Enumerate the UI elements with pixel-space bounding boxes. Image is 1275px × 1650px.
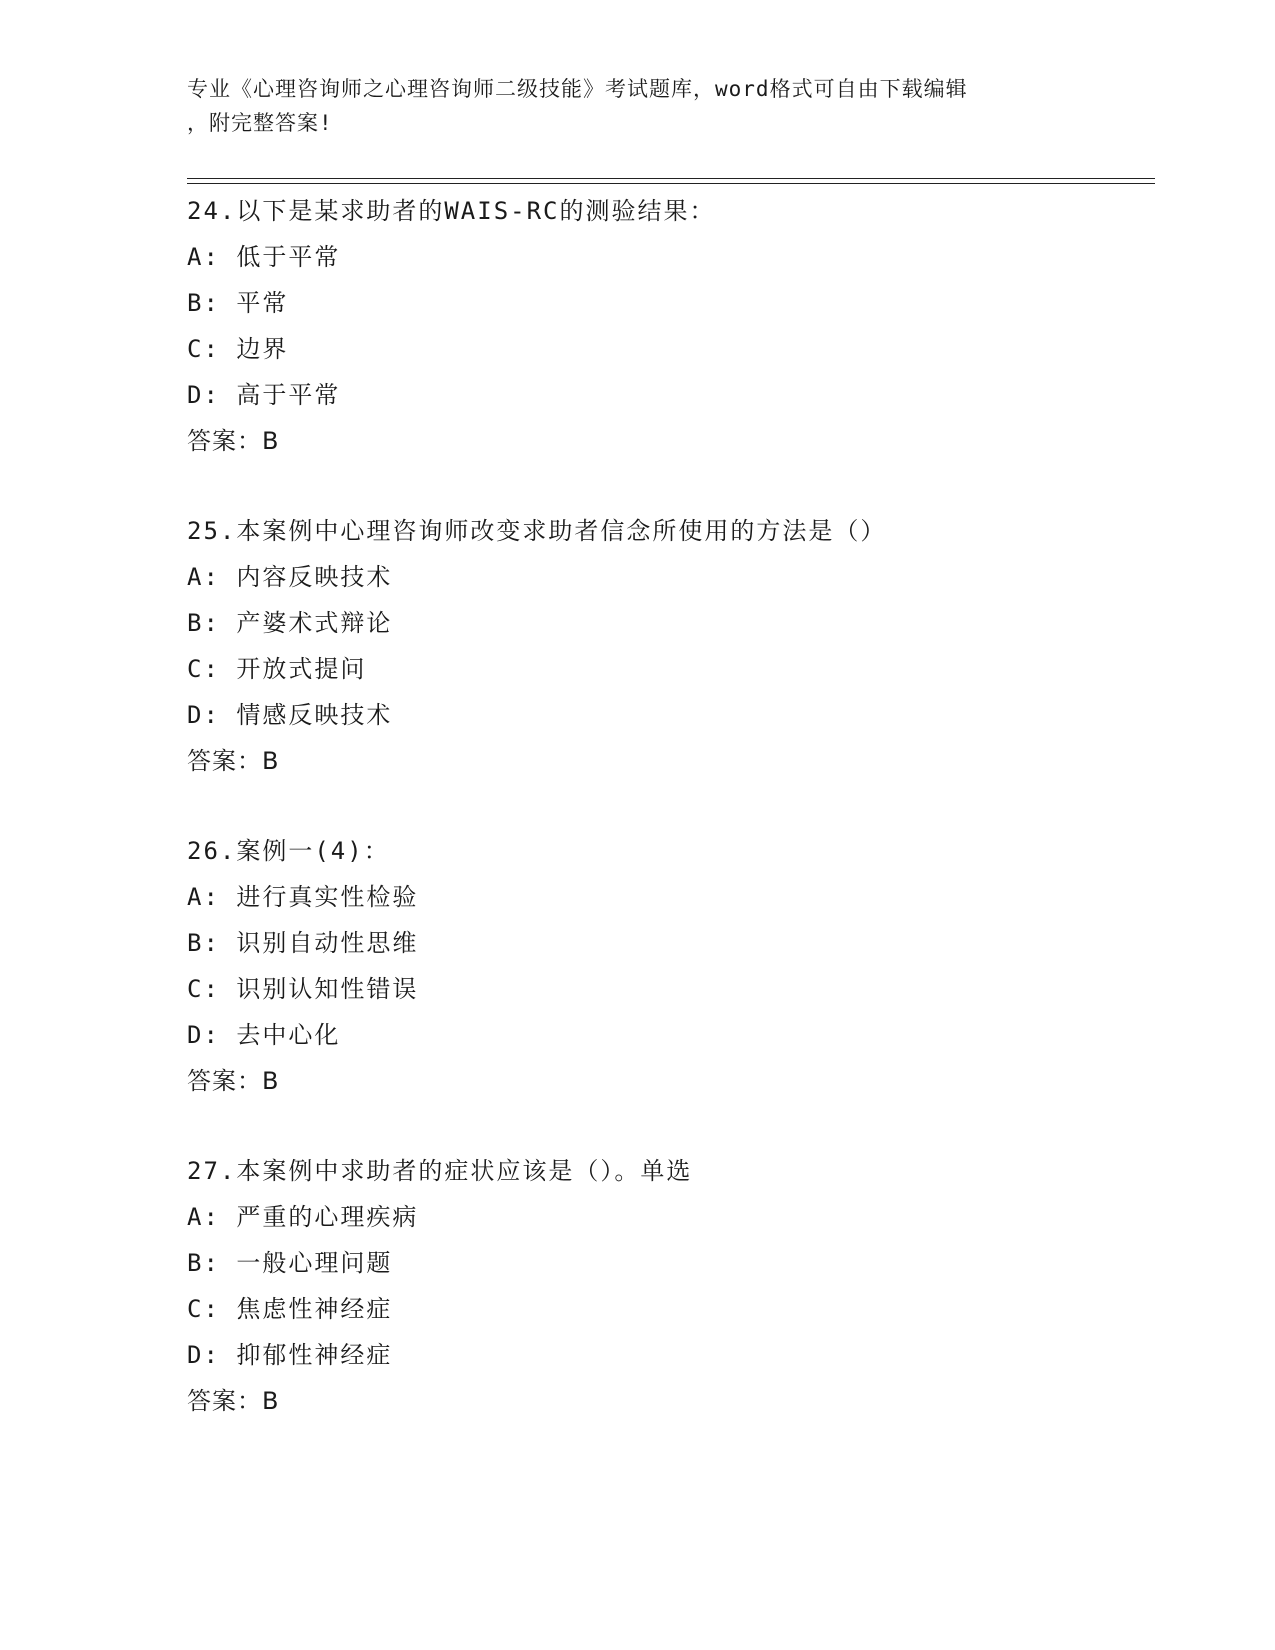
question-stem: 24.以下是某求助者的WAIS-RC的测验结果： <box>187 197 716 225</box>
question-stem: 25.本案例中心理咨询师改变求助者信念所使用的方法是（） <box>187 517 887 545</box>
option-a: A: 进行真实性检验 <box>187 883 419 911</box>
answer-line: 答案：B <box>187 1067 280 1095</box>
answer-line: 答案：B <box>187 427 280 455</box>
question-stem: 27.本案例中求助者的症状应该是（）。单选 <box>187 1157 693 1185</box>
question-25 <box>187 508 1147 784</box>
option-d: D: 去中心化 <box>187 1021 341 1049</box>
question-stem: 26.案例一(4)： <box>187 837 390 865</box>
option-d: D: 抑郁性神经症 <box>187 1341 393 1369</box>
header-divider-bottom <box>187 183 1155 184</box>
option-a: A: 严重的心理疾病 <box>187 1203 419 1231</box>
option-c: C: 识别认知性错误 <box>187 975 419 1003</box>
option-c: C: 开放式提问 <box>187 655 367 683</box>
option-a: A: 内容反映技术 <box>187 563 393 591</box>
question-27 <box>187 1148 1147 1424</box>
option-b: B: 产婆术式辩论 <box>187 609 393 637</box>
option-b: B: 识别自动性思维 <box>187 929 419 957</box>
option-b: B: 平常 <box>187 289 289 317</box>
option-a: A: 低于平常 <box>187 243 341 271</box>
header-divider-top <box>187 178 1155 179</box>
question-26 <box>187 828 1147 1104</box>
option-b: B: 一般心理问题 <box>187 1249 393 1277</box>
option-c: C: 边界 <box>187 335 289 363</box>
document-header <box>187 72 1087 140</box>
header-line-1: 专业《心理咨询师之心理咨询师二级技能》考试题库，word格式可自由下载编辑 <box>187 77 968 101</box>
option-d: D: 情感反映技术 <box>187 701 393 729</box>
question-24 <box>187 188 1147 464</box>
answer-line: 答案：B <box>187 747 280 775</box>
answer-line: 答案：B <box>187 1387 280 1415</box>
option-d: D: 高于平常 <box>187 381 341 409</box>
option-c: C: 焦虑性神经症 <box>187 1295 393 1323</box>
header-line-2: ，附完整答案! <box>187 111 333 135</box>
